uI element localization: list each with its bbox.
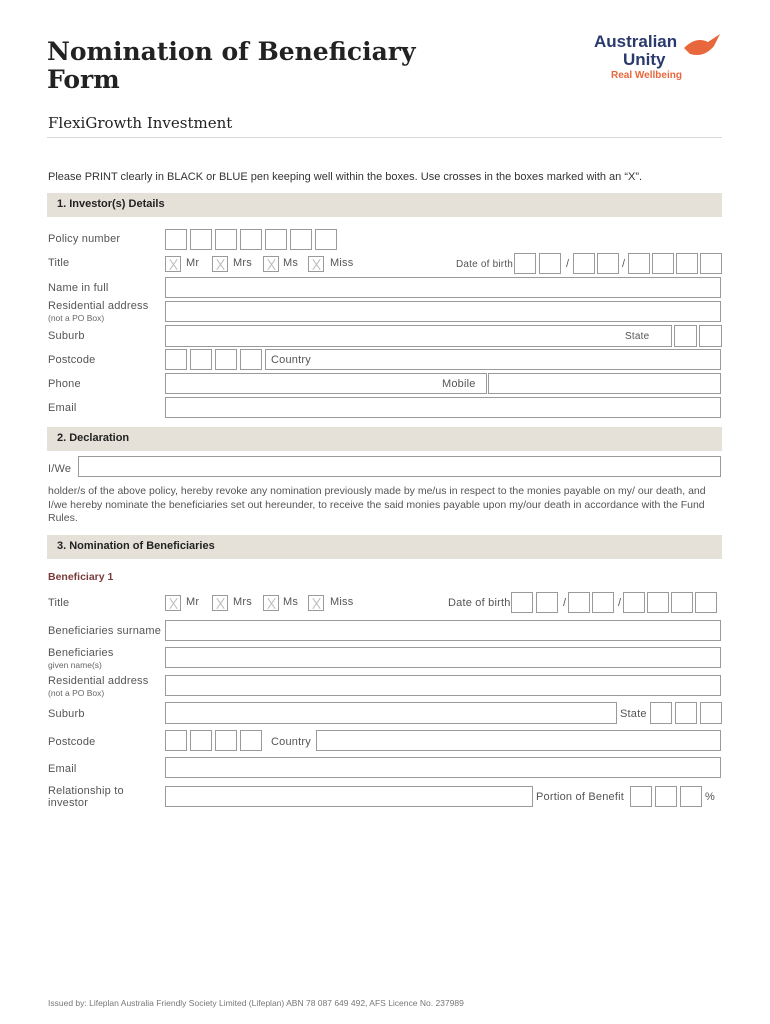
ben-email-label: Email xyxy=(48,763,77,775)
suburb-label: Suburb xyxy=(48,330,85,342)
ben-title-mrs-label: Mrs xyxy=(233,596,252,608)
ben-postcode-label: Postcode xyxy=(48,736,96,748)
ben-suburb-field[interactable] xyxy=(165,702,617,724)
ben-suburb-label: Suburb xyxy=(48,708,85,720)
postcode-box[interactable] xyxy=(215,349,237,370)
postcode-box[interactable] xyxy=(190,349,212,370)
ben-title-mrs-checkbox[interactable] xyxy=(212,595,228,611)
ben-title-ms-label: Ms xyxy=(283,596,299,608)
ben-title-miss-label: Miss xyxy=(330,596,354,608)
state-label: State xyxy=(625,331,650,342)
title-ms-label: Ms xyxy=(283,257,299,269)
dob-day-box[interactable] xyxy=(539,253,561,274)
portion-box[interactable] xyxy=(630,786,652,807)
section-3-header: 3. Nomination of Beneficiaries xyxy=(47,535,722,559)
email-label: Email xyxy=(48,402,77,414)
title-label: Title xyxy=(48,257,70,269)
title-mr-checkbox[interactable] xyxy=(165,256,181,272)
date-separator: / xyxy=(563,597,567,609)
policy-digit-box[interactable] xyxy=(190,229,212,250)
form-subtitle: FlexiGrowth Investment xyxy=(48,114,233,132)
postcode-label: Postcode xyxy=(48,354,96,366)
ben-country-field[interactable] xyxy=(316,730,721,751)
ben-address-field[interactable] xyxy=(165,675,721,696)
portion-box[interactable] xyxy=(680,786,702,807)
ben-title-label: Title xyxy=(48,597,70,609)
dob-month-box[interactable] xyxy=(597,253,619,274)
ben-dob-month-box[interactable] xyxy=(568,592,590,613)
logo-text-australian: Australian xyxy=(594,32,678,51)
logo-text-unity: Unity xyxy=(623,50,666,69)
title-mr-label: Mr xyxy=(186,257,200,269)
ben-dob-day-box[interactable] xyxy=(536,592,558,613)
page-title: Nomination of Beneficiary Form xyxy=(47,37,416,94)
portion-label: Portion of Benefit xyxy=(536,791,624,803)
ben-email-field[interactable] xyxy=(165,757,721,778)
ben-given-sub: given name(s) xyxy=(48,660,102,670)
ben-postcode-box[interactable] xyxy=(240,730,262,751)
divider xyxy=(47,137,722,138)
state-box[interactable] xyxy=(674,325,697,347)
ben-surname-label: Beneficiaries surname xyxy=(48,625,162,637)
title-mrs-checkbox[interactable] xyxy=(212,256,228,272)
dob-year-box[interactable] xyxy=(652,253,674,274)
ben-postcode-box[interactable] xyxy=(190,730,212,751)
residential-address-field[interactable] xyxy=(165,301,721,322)
date-separator: / xyxy=(566,258,570,270)
section-2-header: 2. Declaration xyxy=(47,427,722,451)
ben-state-label: State xyxy=(620,708,647,720)
residential-address-label: Residential address xyxy=(48,300,149,312)
dob-label: Date of birth xyxy=(456,259,514,270)
name-in-full-label: Name in full xyxy=(48,282,109,294)
phone-label: Phone xyxy=(48,378,81,390)
phone-field[interactable] xyxy=(165,373,487,394)
postcode-box[interactable] xyxy=(240,349,262,370)
policy-digit-box[interactable] xyxy=(215,229,237,250)
title-miss-checkbox[interactable] xyxy=(308,256,324,272)
mobile-field[interactable] xyxy=(488,373,721,394)
ben-dob-day-box[interactable] xyxy=(511,592,533,613)
instructions: Please PRINT clearly in BLACK or BLUE pen keeping well within the boxes. Use crosses in the boxes marked with an “X”. xyxy=(48,171,643,183)
bird-logo-icon xyxy=(682,32,722,62)
postcode-box[interactable] xyxy=(165,349,187,370)
ben-title-mr-checkbox[interactable] xyxy=(165,595,181,611)
beneficiary-1-heading: Beneficiary 1 xyxy=(48,571,114,583)
logo-tagline: Real Wellbeing xyxy=(611,70,682,81)
name-in-full-field[interactable] xyxy=(165,277,721,298)
ben-not-po-box-note: (not a PO Box) xyxy=(48,688,105,698)
mobile-label: Mobile xyxy=(442,378,476,390)
policy-number-label: Policy number xyxy=(48,233,121,245)
ben-state-box[interactable] xyxy=(650,702,672,724)
dob-year-box[interactable] xyxy=(676,253,698,274)
ben-state-box[interactable] xyxy=(675,702,697,724)
policy-digit-box[interactable] xyxy=(290,229,312,250)
ben-dob-year-box[interactable] xyxy=(647,592,669,613)
title-mrs-label: Mrs xyxy=(233,257,252,269)
ben-surname-field[interactable] xyxy=(165,620,721,641)
i-we-label: I/We xyxy=(48,463,72,475)
country-label: Country xyxy=(271,354,311,366)
ben-title-ms-checkbox[interactable] xyxy=(263,595,279,611)
dob-day-box[interactable] xyxy=(514,253,536,274)
title-miss-label: Miss xyxy=(330,257,354,269)
ben-country-label: Country xyxy=(271,736,311,748)
suburb-field[interactable] xyxy=(165,325,672,347)
percent-sign: % xyxy=(705,791,715,803)
title-ms-checkbox[interactable] xyxy=(263,256,279,272)
footer-issuer: Issued by: Lifeplan Australia Friendly Society Limited (Lifeplan) ABN 78 087 649 492, AFS Licence No. 237989 xyxy=(48,998,464,1008)
country-field[interactable] xyxy=(265,349,721,370)
portion-box[interactable] xyxy=(655,786,677,807)
date-separator: / xyxy=(618,597,622,609)
ben-postcode-box[interactable] xyxy=(165,730,187,751)
ben-dob-month-box[interactable] xyxy=(592,592,614,613)
ben-given-field[interactable] xyxy=(165,647,721,668)
state-box[interactable] xyxy=(699,325,722,347)
dob-year-box[interactable] xyxy=(700,253,722,274)
policy-digit-box[interactable] xyxy=(265,229,287,250)
ben-postcode-box[interactable] xyxy=(215,730,237,751)
ben-dob-year-box[interactable] xyxy=(671,592,693,613)
dob-month-box[interactable] xyxy=(573,253,595,274)
ben-given-label: Beneficiaries xyxy=(48,647,114,659)
policy-digit-box[interactable] xyxy=(165,229,187,250)
ben-dob-year-box[interactable] xyxy=(695,592,717,613)
ben-dob-label: Date of birth xyxy=(448,597,511,609)
ben-state-box[interactable] xyxy=(700,702,722,724)
declaration-text: holder/s of the above policy, hereby revoke any nomination previously made by me/us in respect to the monies payable on my/ our death, and I/we hereby nominate the beneficiaries set out hereunder, to receive the said monies payable upon my/our death in accordance with the Fund Rules. xyxy=(48,485,706,524)
policy-digit-box[interactable] xyxy=(315,229,337,250)
not-po-box-note: (not a PO Box) xyxy=(48,313,105,323)
policy-digit-box[interactable] xyxy=(240,229,262,250)
email-field[interactable] xyxy=(165,397,721,418)
ben-title-mr-label: Mr xyxy=(186,596,200,608)
i-we-field[interactable] xyxy=(78,456,721,477)
ben-dob-year-box[interactable] xyxy=(623,592,645,613)
relationship-field[interactable] xyxy=(165,786,533,807)
relationship-label: Relationship to investor xyxy=(48,785,124,809)
ben-address-label: Residential address xyxy=(48,675,149,687)
ben-title-miss-checkbox[interactable] xyxy=(308,595,324,611)
section-1-header: 1. Investor(s) Details xyxy=(47,193,722,217)
date-separator: / xyxy=(622,258,626,270)
dob-year-box[interactable] xyxy=(628,253,650,274)
